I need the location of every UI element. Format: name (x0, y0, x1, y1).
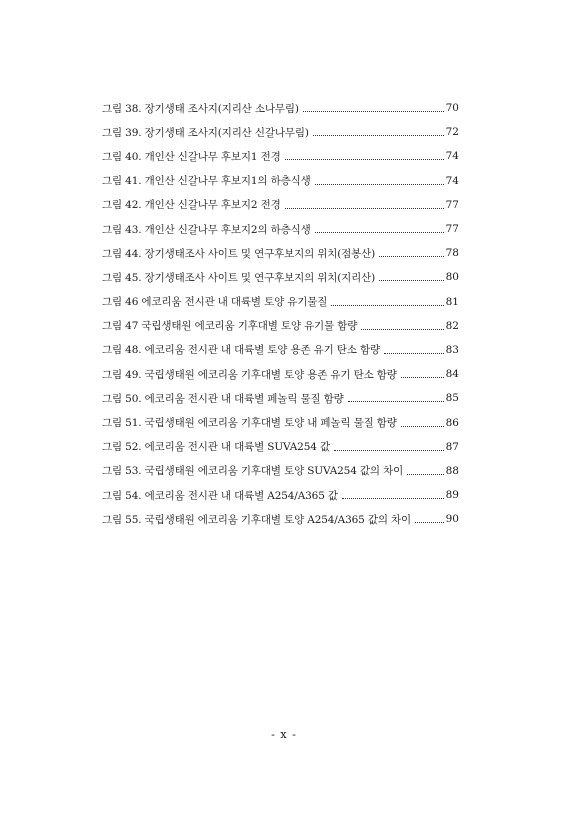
toc-entry[interactable] (102, 410, 459, 434)
toc-entry-page: 90 (445, 513, 459, 526)
toc-entry[interactable] (102, 435, 459, 459)
toc-entry-page: 82 (445, 319, 459, 332)
toc-entry-label: 그림 54. 에코리움 전시관 내 대륙별 A254/A365 값 (102, 489, 338, 502)
toc-entry-page: 77 (445, 223, 459, 236)
dot-leader (407, 473, 444, 475)
dot-leader (415, 521, 444, 523)
toc-entry-page: 80 (445, 271, 459, 284)
dot-leader (315, 183, 444, 185)
toc-entry-label: 그림 40. 개인산 신갈나무 후보지1 전경 (102, 150, 281, 163)
dot-leader (401, 376, 444, 378)
toc-entry[interactable] (102, 120, 459, 144)
toc-entry-page: 78 (445, 247, 459, 260)
toc-entry-page: 81 (445, 295, 459, 308)
toc-entry-label: 그림 46 에코리움 전시관 내 대륙별 토양 유기물질 (102, 296, 328, 309)
toc-entry-page: 70 (445, 102, 459, 115)
toc-entry-page: 74 (445, 150, 459, 163)
toc-entry-label: 그림 53. 국립생태원 에코리움 기후대별 토양 SUVA254 값의 차이 (102, 465, 404, 478)
toc-entry[interactable] (102, 241, 459, 265)
dot-leader (361, 328, 443, 330)
toc-entry-label: 그림 52. 에코리움 전시관 내 대륙별 SUVA254 값 (102, 441, 330, 454)
dot-leader (303, 110, 444, 112)
toc-entry-label: 그림 43. 개인산 신갈나무 후보지2의 하층식생 (102, 223, 311, 236)
dot-leader (331, 304, 443, 306)
dot-leader (384, 352, 444, 354)
toc-entry-page: 86 (445, 416, 459, 429)
dot-leader (315, 231, 444, 233)
dot-leader (401, 425, 444, 427)
toc-entry-label: 그림 41. 개인산 신갈나무 후보지1의 하층식생 (102, 175, 311, 188)
dot-leader (285, 207, 444, 209)
toc-entry[interactable] (102, 362, 459, 386)
toc-entry[interactable] (102, 507, 459, 531)
toc-entry[interactable] (102, 144, 459, 168)
toc-entry[interactable] (102, 217, 459, 241)
toc-entry-label: 그림 49. 국립생태원 에코리움 기후대별 토양 용존 유기 탄소 함량 (102, 368, 397, 381)
dot-leader (313, 134, 444, 136)
toc-entry[interactable] (102, 338, 459, 362)
toc-entry[interactable] (102, 169, 459, 193)
toc-entry-page: 84 (445, 368, 459, 381)
toc-entry-page: 74 (445, 174, 459, 187)
toc-entry-page: 88 (445, 464, 459, 477)
toc-entry-page: 83 (445, 343, 459, 356)
toc-entry-label: 그림 50. 에코리움 전시관 내 대륙별 페놀릭 물질 함량 (102, 392, 344, 405)
dot-leader (348, 400, 444, 402)
figure-list (102, 96, 459, 531)
toc-entry-page: 87 (445, 440, 459, 453)
dot-leader (379, 255, 444, 257)
toc-entry[interactable] (102, 314, 459, 338)
toc-entry-label: 그림 45. 장기생태조사 사이트 및 연구후보지의 위치(지리산) (102, 271, 376, 284)
toc-entry-label: 그림 55. 국립생태원 에코리움 기후대별 토양 A254/A365 값의 차이 (102, 513, 412, 526)
toc-entry-label: 그림 44. 장기생태조사 사이트 및 연구후보지의 위치(점봉산) (102, 247, 376, 260)
toc-entry[interactable] (102, 265, 459, 289)
toc-entry[interactable] (102, 386, 459, 410)
toc-entry-label: 그림 42. 개인산 신갈나무 후보지2 전경 (102, 199, 281, 212)
toc-entry-label: 그림 51. 국립생태원 에코리움 기후대별 토양 내 페놀릭 물질 함량 (102, 417, 397, 430)
toc-entry-label: 그림 38. 장기생태 조사지(지리산 소나무림) (102, 102, 299, 115)
toc-entry[interactable] (102, 290, 459, 314)
toc-entry[interactable] (102, 459, 459, 483)
toc-entry[interactable] (102, 193, 459, 217)
toc-entry-page: 89 (445, 489, 459, 502)
dot-leader (379, 279, 444, 281)
toc-entry-page: 77 (445, 198, 459, 211)
toc-entry[interactable] (102, 483, 459, 507)
dot-leader (342, 497, 444, 499)
toc-entry-label: 그림 47 국립생태원 에코리움 기후대별 토양 유기물 함량 (102, 320, 358, 333)
page-number: - x - (271, 728, 297, 741)
toc-entry-label: 그림 39. 장기생태 조사지(지리산 신갈나무림) (102, 126, 309, 139)
toc-entry-label: 그림 48. 에코리움 전시관 내 대륙별 토양 용존 유기 탄소 함량 (102, 344, 380, 357)
toc-entry-page: 85 (445, 392, 459, 405)
toc-entry[interactable] (102, 96, 459, 120)
toc-entry-page: 72 (445, 126, 459, 139)
dot-leader (334, 449, 444, 451)
dot-leader (285, 158, 444, 160)
